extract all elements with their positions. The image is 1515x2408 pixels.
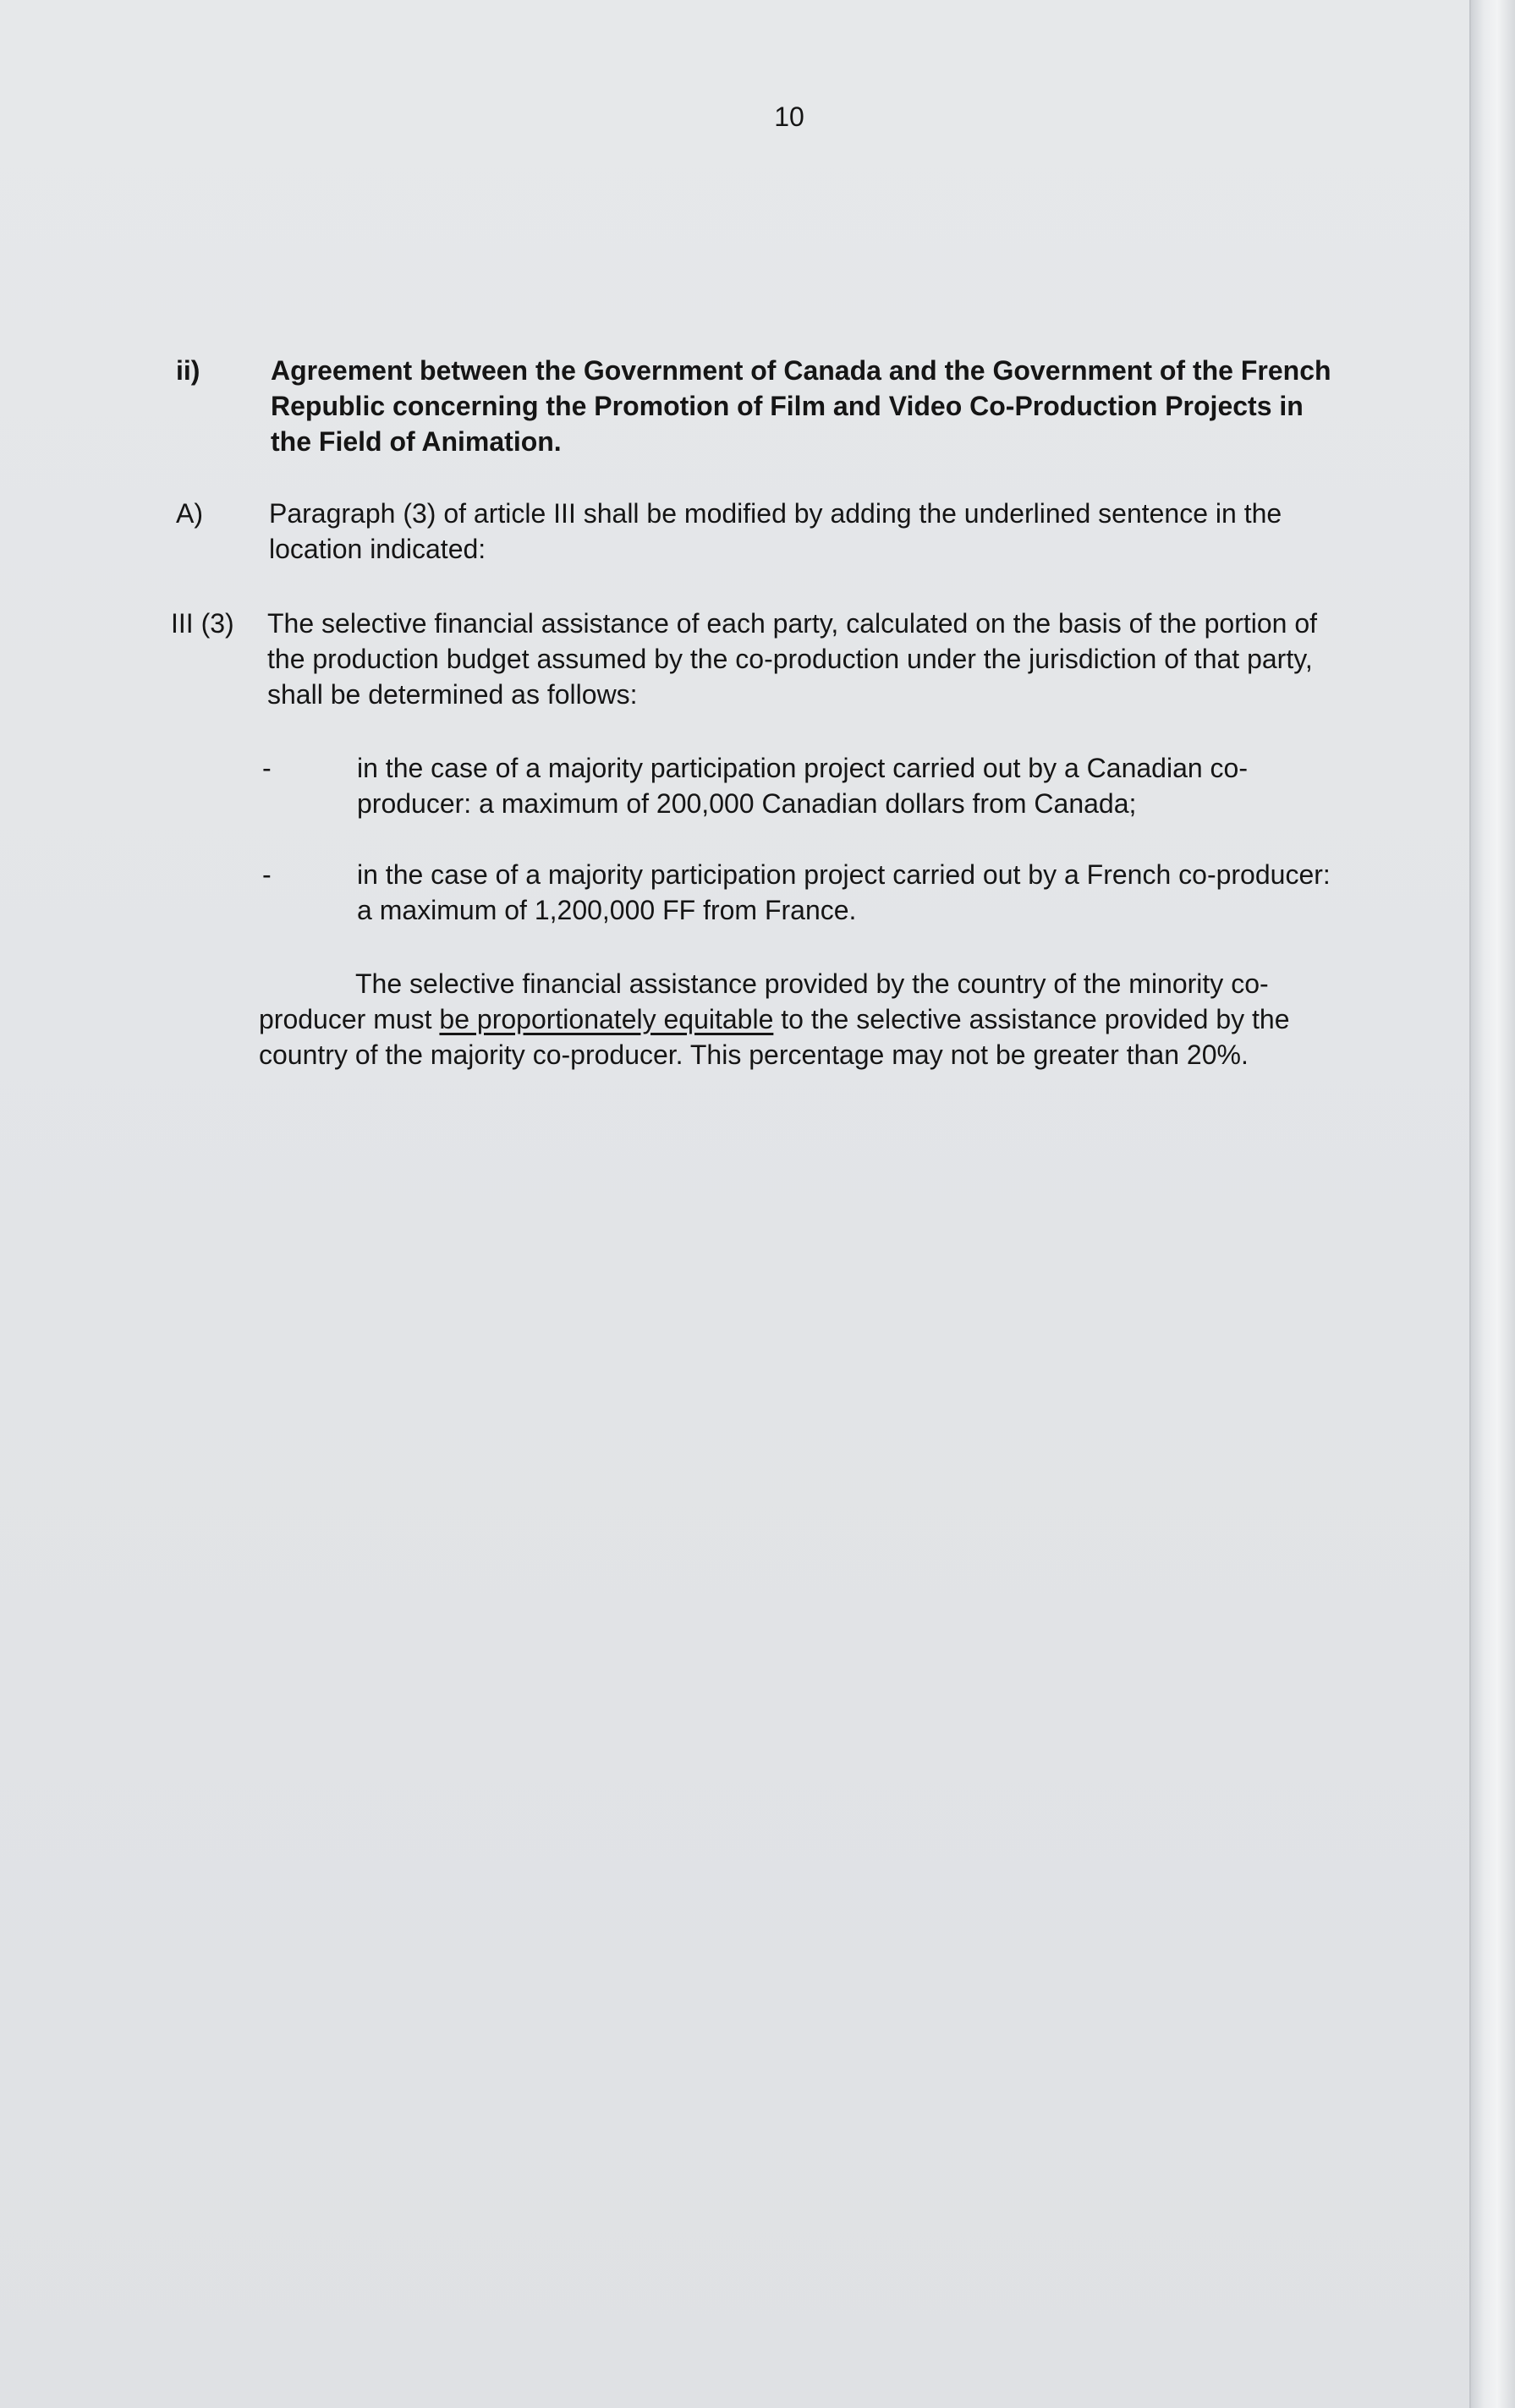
- article-marker: III (3): [171, 608, 234, 639]
- underlined-inserted-phrase: be proportionately equitable: [439, 1004, 774, 1034]
- page-number: 10: [774, 101, 804, 132]
- bullet-dash: -: [262, 859, 272, 890]
- closing-paragraph: [259, 966, 1367, 1072]
- bullet-text: in the case of a majority participation project carried out by a Canadian co-producer: a maximum of 200,000 Canadian dollars from Canada;: [357, 753, 1248, 819]
- page-edge-shadow: [1469, 0, 1515, 2408]
- bullet-dash: -: [262, 753, 272, 783]
- section-marker: ii): [176, 355, 200, 386]
- closing-text-start: The selective financial assistance provided by the country of the minority co-producer must: [259, 968, 1269, 1034]
- item-a-marker: A): [176, 498, 203, 529]
- item-a-text: Paragraph (3) of article III shall be modified by adding the underlined sentence in the location indicated:: [269, 498, 1282, 564]
- article-text: The selective financial assistance of each party, calculated on the basis of the portion of the production budget assumed by the co-production under the jurisdiction of that party, shall be determined as follows:: [267, 608, 1318, 710]
- bullet-text: in the case of a majority participation project carried out by a French co-producer: a maximum of 1,200,000 FF from France.: [357, 859, 1331, 925]
- section-title: Agreement between the Government of Canada and the Government of the French Republic concerning the Promotion of Film and Video Co-Production Projects in the Field of Animation.: [271, 355, 1331, 457]
- closing-text-end: to the selective assistance provided by the country of the majority co-producer. This percentage may not be greater than 20%.: [259, 1004, 1290, 1070]
